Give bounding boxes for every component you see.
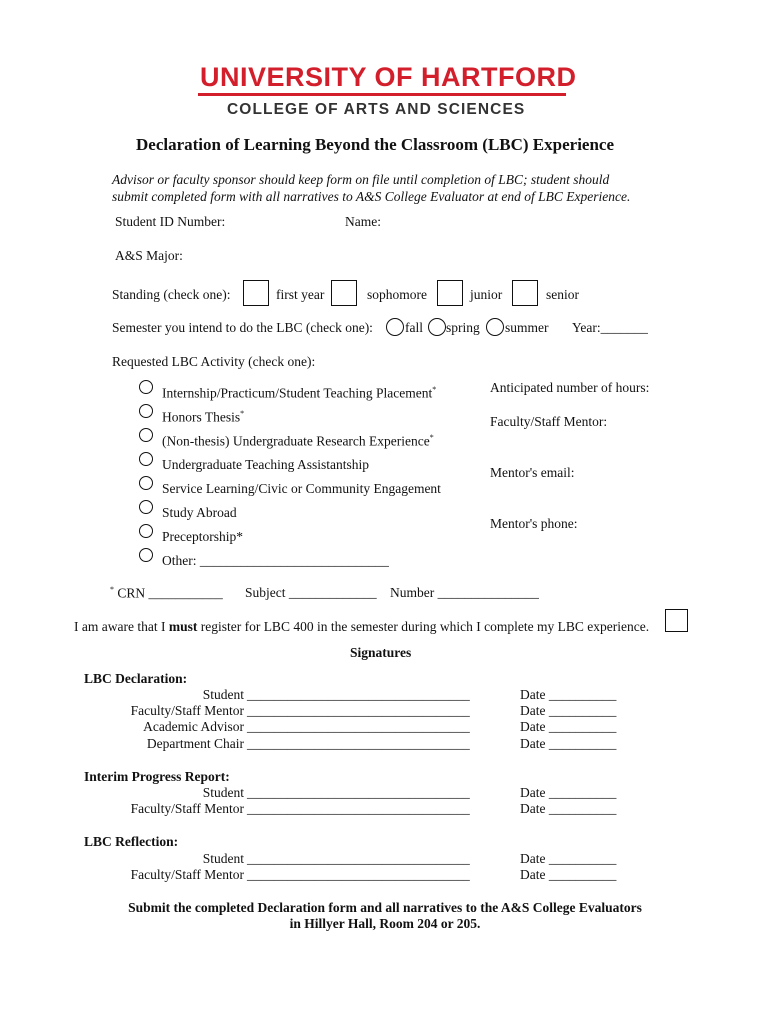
- mentor-phone-label: Mentor's phone:: [490, 516, 578, 531]
- activity-option-teaching-assistantship: Undergraduate Teaching Assistantship: [162, 457, 370, 472]
- number-field[interactable]: Number _______________: [390, 585, 539, 600]
- activity-option-study-abroad: Study Abroad: [162, 505, 237, 520]
- signatures-heading: Signatures: [350, 645, 412, 660]
- major-label: A&S Major:: [115, 248, 183, 263]
- activity-radio-internship[interactable]: [139, 380, 153, 394]
- declaration-mentor-role: Faculty/Staff Mentor: [130, 703, 244, 718]
- reflection-mentor-signature[interactable]: _________________________________: [247, 867, 470, 882]
- spring-radio[interactable]: [428, 318, 446, 336]
- mentor-email-label: Mentor's email:: [490, 465, 575, 480]
- interim-mentor-signature[interactable]: _________________________________: [247, 801, 470, 816]
- awareness-statement: I am aware that I must register for LBC 400 in the semester during which I complete my LBC experience.: [74, 619, 650, 634]
- declaration-chair-role: Department Chair: [146, 736, 244, 751]
- declaration-chair-date[interactable]: Date __________: [520, 736, 617, 751]
- university-logo-text: UNIVERSITY OF HARTFORD: [200, 62, 577, 92]
- instructions-line-2: submit completed form with all narratives to A&S College Evaluator at end of LBC Experience.: [112, 189, 631, 204]
- lbc-reflection-heading: LBC Reflection:: [84, 834, 179, 849]
- activity-radio-service-learning[interactable]: [139, 476, 153, 490]
- instructions-line-1: Advisor or faculty sponsor should keep form on file until completion of LBC; student should: [112, 172, 610, 187]
- declaration-advisor-date[interactable]: Date __________: [520, 719, 617, 734]
- logo-divider: [198, 93, 566, 96]
- student-id-label: Student ID Number:: [115, 214, 226, 229]
- footer-line-1: Submit the completed Declaration form and all narratives to the A&S College Evaluators: [128, 900, 642, 915]
- hours-label: Anticipated number of hours:: [490, 380, 650, 395]
- form-title: Declaration of Learning Beyond the Classroom (LBC) Experience: [136, 135, 615, 154]
- declaration-student-role: Student: [202, 687, 244, 702]
- activity-label: Requested LBC Activity (check one):: [112, 354, 316, 369]
- activity-option-honors-thesis: Honors Thesis*: [162, 409, 245, 425]
- activity-option-service-learning: Service Learning/Civic or Community Engagement: [162, 481, 441, 496]
- declaration-student-date[interactable]: Date __________: [520, 687, 617, 702]
- reflection-mentor-role: Faculty/Staff Mentor: [130, 867, 244, 882]
- first-year-checkbox[interactable]: [243, 280, 269, 306]
- awareness-checkbox[interactable]: [665, 609, 688, 632]
- activity-radio-study-abroad[interactable]: [139, 500, 153, 514]
- summer-label: summer: [505, 320, 549, 335]
- summer-radio[interactable]: [486, 318, 504, 336]
- activity-option-research: (Non-thesis) Undergraduate Research Experience*: [162, 433, 434, 449]
- activity-option-preceptorship: Preceptorship*: [162, 529, 243, 544]
- junior-checkbox[interactable]: [437, 280, 463, 306]
- reflection-student-date[interactable]: Date __________: [520, 851, 617, 866]
- activity-radio-other[interactable]: [139, 548, 153, 562]
- activity-radio-research[interactable]: [139, 428, 153, 442]
- crn-field[interactable]: * CRN ___________: [110, 585, 223, 601]
- sophomore-label: sophomore: [367, 287, 427, 302]
- interim-mentor-role: Faculty/Staff Mentor: [130, 801, 244, 816]
- reflection-student-signature[interactable]: _________________________________: [247, 851, 470, 866]
- fall-label: fall: [405, 320, 423, 335]
- declaration-student-signature[interactable]: _________________________________: [247, 687, 470, 702]
- subject-field[interactable]: Subject _____________: [245, 585, 377, 600]
- sophomore-checkbox[interactable]: [331, 280, 357, 306]
- activity-radio-preceptorship[interactable]: [139, 524, 153, 538]
- activity-radio-teaching-assistantship[interactable]: [139, 452, 153, 466]
- spring-label: spring: [446, 320, 480, 335]
- declaration-mentor-signature[interactable]: _________________________________: [247, 703, 470, 718]
- declaration-advisor-role: Academic Advisor: [143, 719, 244, 734]
- standing-label: Standing (check one):: [112, 287, 231, 302]
- senior-label: senior: [546, 287, 579, 302]
- fall-radio[interactable]: [386, 318, 404, 336]
- activity-radio-honors-thesis[interactable]: [139, 404, 153, 418]
- mentor-label: Faculty/Staff Mentor:: [490, 414, 608, 429]
- activity-option-other[interactable]: Other: ____________________________: [162, 553, 389, 568]
- semester-label: Semester you intend to do the LBC (check one):: [112, 320, 373, 335]
- declaration-chair-signature[interactable]: _________________________________: [247, 736, 470, 751]
- footer-line-2: in Hillyer Hall, Room 204 or 205.: [289, 916, 481, 931]
- interim-student-date[interactable]: Date __________: [520, 785, 617, 800]
- interim-mentor-date[interactable]: Date __________: [520, 801, 617, 816]
- name-label: Name:: [345, 214, 381, 229]
- reflection-student-role: Student: [202, 851, 244, 866]
- senior-checkbox[interactable]: [512, 280, 538, 306]
- first-year-label: first year: [276, 287, 325, 302]
- interim-report-heading: Interim Progress Report:: [84, 769, 230, 784]
- declaration-advisor-signature[interactable]: _________________________________: [247, 719, 470, 734]
- junior-label: junior: [470, 287, 503, 302]
- reflection-mentor-date[interactable]: Date __________: [520, 867, 617, 882]
- declaration-mentor-date[interactable]: Date __________: [520, 703, 617, 718]
- lbc-declaration-heading: LBC Declaration:: [84, 671, 188, 686]
- college-name: COLLEGE OF ARTS AND SCIENCES: [227, 101, 526, 118]
- interim-student-role: Student: [202, 785, 244, 800]
- activity-option-internship: Internship/Practicum/Student Teaching Placement*: [162, 385, 437, 401]
- year-field[interactable]: Year:_______: [572, 320, 648, 335]
- interim-student-signature[interactable]: _________________________________: [247, 785, 470, 800]
